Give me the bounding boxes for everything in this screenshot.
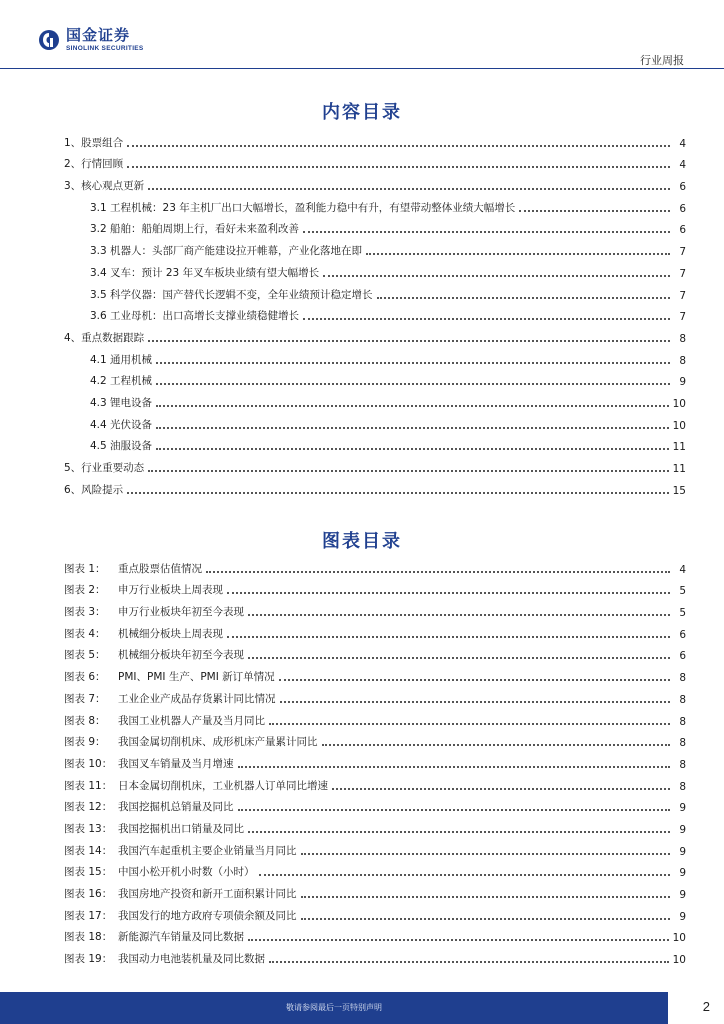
figures-title: 图表目录: [322, 531, 402, 552]
dot-leader: [303, 318, 670, 320]
figure-entry[interactable]: [64, 923, 686, 945]
report-type: 行业周报: [640, 54, 684, 67]
contents-entry-page: 6: [679, 202, 686, 215]
dot-leader: [127, 145, 670, 147]
dot-leader: [156, 405, 669, 407]
figure-entry-label: 图表 12：: [64, 801, 113, 814]
contents-entry[interactable]: [64, 236, 686, 258]
contents-entry[interactable]: [64, 171, 686, 193]
contents-entry-text: 5、行业重要动态: [64, 462, 145, 474]
figure-entry[interactable]: [64, 706, 686, 728]
figure-entry-text: 日本金属切削机床，工业机器人订单同比增速: [118, 779, 328, 792]
contents-entry[interactable]: [64, 323, 686, 345]
figure-entry-label: 图表 4：: [64, 627, 106, 640]
figure-entry-label: 图表 8：: [64, 714, 106, 727]
contents-entry[interactable]: [64, 193, 686, 215]
contents-entry-text: 4.3 锂电设备: [90, 396, 153, 409]
figure-entry[interactable]: [64, 684, 686, 706]
dot-leader: [127, 492, 668, 494]
contents-entry[interactable]: [64, 302, 686, 324]
figure-entry[interactable]: [64, 879, 686, 901]
figure-entry-page: 8: [679, 737, 686, 750]
contents-entry[interactable]: [64, 475, 686, 497]
contents-entry-text: 3.4 叉车：预计 23 年叉车板块业绩有望大幅增长: [90, 266, 320, 279]
figure-entry-label: 图表 6：: [64, 671, 106, 684]
dot-leader: [248, 657, 670, 659]
figure-entry-label: 图表 14：: [64, 844, 113, 857]
dot-leader: [332, 788, 670, 790]
figure-entry-text: 我国工业机器人产量及当月同比: [118, 714, 265, 727]
dot-leader: [323, 275, 670, 277]
dot-leader: [206, 571, 670, 573]
dot-leader: [127, 166, 670, 168]
dot-leader: [156, 427, 669, 429]
dot-leader: [248, 614, 670, 616]
figure-entry-text: 我国挖掘机出口销量及同比: [118, 822, 244, 835]
figure-entry[interactable]: [64, 576, 686, 598]
dot-leader: [269, 961, 669, 963]
contents-entry-text: 1、股票组合: [64, 136, 124, 149]
dot-leader: [227, 592, 670, 594]
figure-entry-page: 8: [679, 693, 686, 706]
dot-leader: [280, 701, 671, 703]
figure-entry[interactable]: [64, 662, 686, 684]
figure-entry-text: 申万行业板块年初至今表现: [118, 606, 244, 619]
figure-entry-page: 10: [672, 932, 686, 945]
figure-entry-label: 图表 1：: [64, 562, 106, 575]
contents-entry[interactable]: [64, 280, 686, 302]
contents-entry-page: 4: [679, 137, 686, 150]
logo-chinese-name: 国金证券: [66, 26, 131, 44]
figure-entry[interactable]: [64, 728, 686, 750]
contents-entry[interactable]: [64, 453, 686, 475]
company-logo: [38, 28, 144, 53]
contents-entry-text: 4.4 光伏设备: [90, 418, 153, 431]
figure-entry-page: 9: [679, 802, 686, 815]
contents-entry-page: 10: [672, 419, 686, 432]
dot-leader: [279, 679, 670, 681]
dot-leader: [148, 188, 670, 190]
dot-leader: [301, 918, 671, 920]
contents-entry[interactable]: [64, 258, 686, 280]
contents-entry-page: 9: [679, 376, 686, 389]
dot-leader: [227, 636, 670, 638]
contents-entry-page: 11: [672, 441, 686, 454]
figure-entry-label: 图表 5：: [64, 649, 106, 662]
dot-leader: [366, 253, 670, 255]
figure-entry[interactable]: [64, 944, 686, 966]
contents-entry-text: 2、行情回顾: [64, 158, 124, 171]
contents-entry-page: 7: [679, 289, 686, 302]
figure-entry-text: 工业企业产成品存货累计同比情况: [118, 692, 276, 705]
figure-entry[interactable]: [64, 836, 686, 858]
figure-entry[interactable]: [64, 858, 686, 880]
figure-entry-label: 图表 19：: [64, 953, 113, 966]
figure-entry-text: 申万行业板块上周表现: [118, 584, 223, 597]
figure-entry-page: 5: [679, 585, 686, 598]
figure-entry-text: 我国房地产投资和新开工面积累计同比: [118, 888, 297, 900]
figure-entry-page: 9: [679, 889, 686, 901]
contents-entry-page: 7: [679, 311, 686, 324]
figure-entry-text: 机械细分板块上周表现: [118, 627, 223, 640]
contents-entry-text: 4、重点数据跟踪: [64, 331, 145, 344]
figure-entry-page: 9: [679, 867, 686, 880]
dot-leader: [148, 470, 668, 472]
figure-entry-page: 9: [679, 910, 686, 923]
dot-leader: [148, 340, 670, 342]
dot-leader: [156, 362, 670, 364]
figure-entry-page: 10: [672, 954, 686, 967]
contents-entry-page: 11: [672, 463, 686, 475]
dot-leader: [248, 831, 670, 833]
figure-entry-text: PMI、PMI 生产、PMI 新订单情况: [118, 671, 275, 684]
figure-entry-label: 图表 11：: [64, 779, 113, 792]
figure-entry[interactable]: [64, 597, 686, 619]
figure-entry[interactable]: [64, 641, 686, 663]
dot-leader: [322, 744, 671, 746]
contents-entry-text: 4.1 通用机械: [90, 353, 153, 366]
figure-entry-page: 5: [679, 607, 686, 620]
contents-entry-text: 4.2 工程机械: [90, 375, 153, 388]
contents-entry[interactable]: [64, 150, 686, 172]
figure-entry[interactable]: [64, 619, 686, 641]
figure-entry-label: 图表 15：: [64, 866, 113, 879]
figure-entry[interactable]: [64, 814, 686, 836]
figures-list: [64, 554, 686, 966]
figure-entry[interactable]: [64, 901, 686, 923]
logo-english-name: SINOLINK SECURITIES: [66, 45, 144, 52]
dot-leader: [377, 297, 670, 299]
contents-entry[interactable]: [64, 215, 686, 237]
contents-entry-page: 8: [679, 332, 686, 345]
figure-entry-text: 我国金属切削机床、成形机床产量累计同比: [118, 736, 318, 749]
contents-entry-page: 8: [679, 354, 686, 367]
dot-leader: [303, 231, 670, 233]
figure-entry-label: 图表 3：: [64, 606, 106, 619]
figure-entry-text: 我国汽车起重机主要企业销量当月同比: [118, 844, 297, 857]
figure-entry-page: 8: [679, 780, 686, 793]
figure-entry-text: 我国动力电池装机量及同比数据: [118, 953, 265, 966]
figure-entry-text: 重点股票估值情况: [118, 562, 202, 575]
contents-entry-text: 3.5 科学仪器：国产替代长逻辑不变，全年业绩预计稳定增长: [90, 288, 373, 301]
contents-entry[interactable]: [64, 128, 686, 150]
figure-entry-label: 图表 10：: [64, 757, 113, 770]
contents-title: 内容目录: [322, 102, 402, 123]
dot-leader: [519, 210, 670, 212]
figure-entry[interactable]: [64, 749, 686, 771]
footer-disclaimer: 敬请参阅最后一页特别声明: [286, 1003, 382, 1012]
figure-entry-label: 图表 18：: [64, 931, 113, 944]
figure-entry-text: 我国发行的地方政府专项债余额及同比: [118, 909, 297, 922]
figure-entry-text: 机械细分板块年初至今表现: [118, 649, 244, 662]
figure-entry-label: 图表 7：: [64, 692, 106, 705]
figure-entry-text: 新能源汽车销量及同比数据: [118, 931, 244, 944]
contents-entry-page: 15: [672, 484, 686, 497]
figure-entry[interactable]: [64, 771, 686, 793]
figure-entry-page: 9: [679, 845, 686, 858]
figure-entry-page: 4: [679, 563, 686, 576]
contents-entry-page: 7: [679, 246, 686, 259]
contents-entry-text: 6、风险提示: [64, 483, 124, 496]
contents-entry-text: 3.1 工程机械：23 年主机厂出口大幅增长，盈利能力稳中有升，有望带动整体业绩大幅增长: [90, 201, 516, 214]
dot-leader: [156, 448, 669, 450]
figure-entry-label: 图表 16：: [64, 888, 113, 900]
figure-entry-page: 8: [679, 715, 686, 728]
figure-entry-page: 8: [679, 672, 686, 685]
contents-entry[interactable]: [64, 410, 686, 432]
figure-entry-text: 我国叉车销量及当月增速: [118, 757, 234, 770]
figure-entry-page: 6: [679, 650, 686, 663]
page-number: 2: [702, 999, 710, 1014]
figure-entry-page: 6: [679, 628, 686, 641]
dot-leader: [238, 766, 671, 768]
contents-entry[interactable]: [64, 432, 686, 454]
figure-entry-page: 9: [679, 823, 686, 836]
dot-leader: [301, 896, 671, 898]
contents-entry[interactable]: [64, 367, 686, 389]
figure-entry-label: 图表 17：: [64, 909, 113, 922]
contents-entry-page: 4: [679, 159, 686, 172]
contents-entry-page: 6: [679, 181, 686, 194]
dot-leader: [301, 853, 671, 855]
contents-entry[interactable]: [64, 345, 686, 367]
figure-entry-label: 图表 2：: [64, 584, 106, 597]
dot-leader: [269, 723, 670, 725]
contents-entry-text: 4.5 油服设备: [90, 440, 153, 453]
dot-leader: [156, 383, 670, 385]
contents-entry-text: 3、核心观点更新: [64, 180, 145, 193]
contents-entry-page: 7: [679, 267, 686, 280]
figure-entry-label: 图表 13：: [64, 822, 113, 835]
sinolink-logo-icon: [38, 29, 60, 51]
figure-entry[interactable]: [64, 554, 686, 576]
header-divider: [0, 68, 724, 69]
contents-entry-page: 10: [672, 397, 686, 410]
dot-leader: [238, 809, 671, 811]
contents-entry-text: 3.2 船舶：船舶周期上行，看好未来盈利改善: [90, 223, 300, 236]
contents-entry-text: 3.6 工业母机：出口高增长支撑业绩稳健增长: [90, 310, 300, 323]
figure-entry-label: 图表 9：: [64, 736, 106, 749]
contents-entry-text: 3.3 机器人：头部厂商产能建设拉开帷幕，产业化落地在即: [90, 245, 363, 258]
contents-entry[interactable]: [64, 388, 686, 410]
figure-entry-text: 中国小松开机小时数（小时）: [118, 866, 255, 879]
page-header: [0, 0, 724, 70]
dot-leader: [259, 874, 671, 876]
figure-entry-text: 我国挖掘机总销量及同比: [118, 801, 234, 814]
dot-leader: [248, 939, 669, 941]
contents-entry-page: 6: [679, 224, 686, 237]
figure-entry[interactable]: [64, 793, 686, 815]
contents-list: [64, 128, 686, 497]
figure-entry-page: 8: [679, 758, 686, 771]
